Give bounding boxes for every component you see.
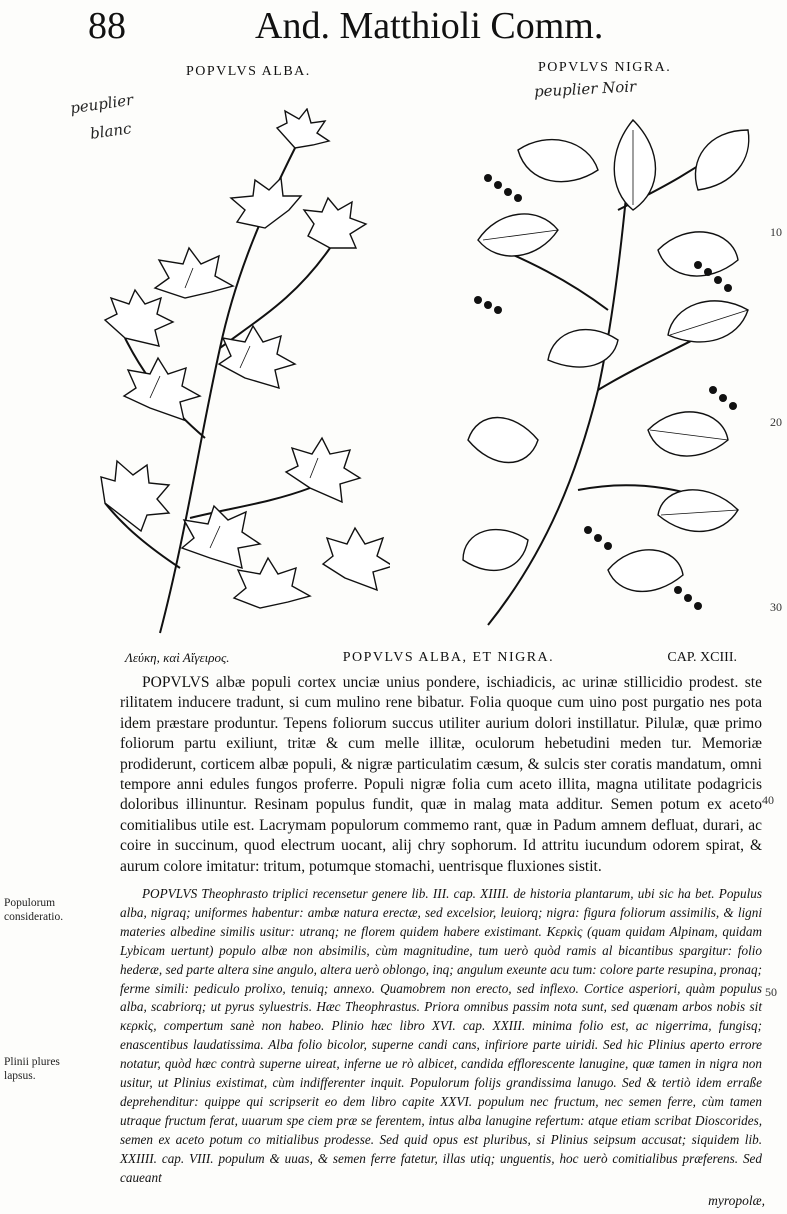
figure-caption-populus-nigra: POPVLVS NIGRA. xyxy=(538,60,672,75)
line-number: 10 xyxy=(770,225,782,239)
line-number: 40 xyxy=(762,793,774,807)
figure-caption-populus-alba: POPVLVS ALBA. xyxy=(186,64,311,79)
chapter-number: CAP. XCIII. xyxy=(667,650,737,665)
chapter-title: POPVLVS ALBA, ET NIGRA. xyxy=(342,650,555,665)
body-paragraph-2 xyxy=(120,885,762,1188)
body-paragraph-1 xyxy=(120,673,762,877)
paragraph-text: POPVLVS albæ populi cortex unciæ unius pondere, ischiadicis, ac urinæ stillicidio prodest. ste rilitatem inducere tradunt, si cum mulino rene bibatur. Folia quoque cum uino post purgatio nes pota idem præstare produntur. Tepens foliorum succus utiliter aurium dolori instillatur. Pilulæ, quæ primo foliorum partu exiliunt, tritæ & cum melle illitæ, oculorum hebetudini meden tur. Memoriæ prodiderunt, corticem albæ populi, & nigræ particulatim cæsum, & sulcis ster coratis mandatum, omni tempore anni edules fungos proferre. Populi nigræ folia cum aceto illita, magna utilitate podagricis doloribus illinuntur. Resinam populus fundit, quæ in malag mata additur. Semen potum ex aceto comitialibus utile est. Lacrymam populorum commemo rant, quæ in Padum amnem defluat, durari, ac coire in succinum, quod electrum uocant, alij chry sophorum. Id attritu iucundum odorem spirat, & aurum colore imitatur: tritum, potumque stomachi, uentrisque fluxiones sistit. xyxy=(120,674,762,875)
margin-note-plinii: Plinii plures lapsus. xyxy=(4,1056,60,1082)
handwritten-annotation-nigra: peuplier Noir xyxy=(533,77,637,101)
handwritten-annotation-alba-2: blanc xyxy=(88,119,133,143)
running-title: And. Matthioli Comm. xyxy=(255,5,604,47)
catchword: myropolæ, xyxy=(708,1193,765,1208)
woodcut-populus-nigra xyxy=(458,90,768,630)
page-number: 88 xyxy=(88,5,126,47)
line-number: 30 xyxy=(770,600,782,614)
line-number: 50 xyxy=(765,985,777,999)
chapter-heading xyxy=(125,650,737,670)
handwritten-annotation-alba-1: peuplier xyxy=(69,90,135,118)
line-number: 20 xyxy=(770,415,782,429)
greek-heading: Λεύκη, καὶ Αἴγειρος. xyxy=(125,650,230,665)
woodcut-populus-alba xyxy=(90,108,390,638)
paragraph-text: POPVLVS Theophrasto triplici recensetur genere lib. III. cap. XIIII. de historia plantarum, ubi sic ha bet. Populus alba, nigraq; uniformes habentur: ambæ natura erectæ, sed excelsior, leuiorq; nigra: figura foliorum assimilis, & ligni materies albedine similis usitur: utranq; ne florem quidem habere existimant. Κερκὶς (quam quidam Alpinam, quidam Lybicam uertunt) populo albæ non absimilis, cùm magnitudine, tum uerò quòd ramis al bicantibus spargitur: folio hederæ, sed parte altera sine angulo, altera uerò oblongo, inq; angulum exeunte acu tum: colore parte resupina, pronaq; ferme simili: pediculo prolixo, tenuiq; annexo. Quamobrem non erecto, sed inflexo. Cortice asperiori, quàm populus alba, scabriorq; ut pyrus syluestris. Hæc Theophrastus. Priora omnibus passim nota sunt, sed quænam arbos nobis sit κερκὶς, compertum sanè non habeo. Plinio hæc libro XVI. cap. XXIII. minima folio est, ac nigerrima, fungisq; enascentibus laudatissima. Alba folio bicolor, superne candi cans, infiriore parte uiridi. Sed hic Plinius aperto errore notatur, quòd hæc contrà superne uireat, inferne ue rò albicet, candida efflorescente lanugine, quæ tamen in nigra non usitur, ut Plinius existimat, cùm indifferenter inquit. Populorum folijs grandissima lanugo. Sed & tertiò idem erraße deprehenditur: quippe qui scripserit eo dem libro capite XXVI. populum nec fructum, nec semen ferre, cùm tamen utraque fructum ferat, uuarum spe ciem præ se ferentem, intus alba lanugine refertum: atque etiam scribat Dioscorides, semen ex aceto potum co mitialibus prodesse. Sed quid opus est pluribus, si Plinius seipsum accusat; siquidem lib. XXIIII. cap. VIII. populum & uuas, & semen ferre fatetur, illas utiq; unguentis, hoc uerò comitialibus præferens. Sed caueant xyxy=(120,886,762,1185)
margin-note-populorum: Populorum consideratio. xyxy=(4,897,64,923)
